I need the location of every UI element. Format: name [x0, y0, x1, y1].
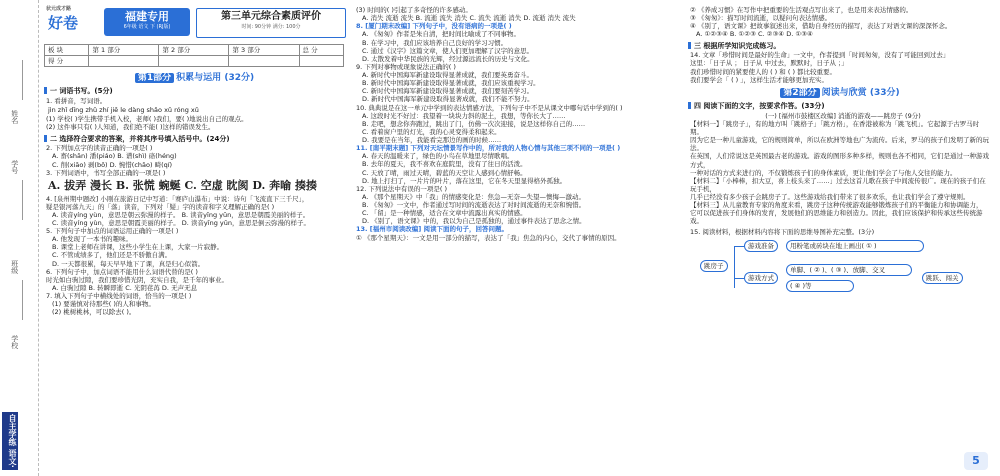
- score-header-cell: 第 3 部分: [229, 45, 299, 56]
- score-cell[interactable]: [299, 56, 344, 67]
- school-label: 学校: [10, 335, 19, 349]
- question-text: 我们珍惜时间的紧要使人的 ( ) 和 ( ) 都比较重要。: [690, 67, 837, 76]
- option-line: B. 去年的夏天，我不喜欢在庭院里，没有了往日的活泼。: [362, 160, 527, 169]
- option-line: C. 「留」是一种情感，适合在文章中流露出真实的情感。: [362, 209, 527, 218]
- question-text: 7. 填入下列句子中横线处的词语，恰当的一项是( ): [46, 292, 192, 300]
- column-middle: [350, 6, 680, 242]
- question-text: 疑是银河落九天」的「落」读音，下列对「疑」字的读音和字义理解正确的是( ): [46, 202, 275, 211]
- question-text: 这里：「日子从 ； 日子从 中过去，默默时，日子从 ；」: [690, 59, 848, 68]
- question-text: (1) 学校( )学生携带手机入校，老师( )我们，要( )地说出自己的观点。: [46, 115, 248, 124]
- option-line: A. 春天的温暖来了，绿色的小鸟在草地里尽情歌唱。: [362, 152, 514, 161]
- reading-paragraph: 在英国，人们常说这是英国最古老的游戏。游戏的图形多种多样，规则也各不相同，它们是通过一种游戏方式，: [690, 152, 989, 169]
- option-line: C. 不管成绩多了，他们还是不骄傲自满。: [52, 251, 172, 260]
- question-text: ④ 《别了，语文课》把故事叙述出来，借助自身经历的描写，表达了对语文课的深深怀念。: [690, 22, 952, 31]
- question-text: 我们要学会「 ( ) 」，这样生活才能够更加充实。: [690, 75, 829, 84]
- option-line: D. 《别了，语文课》中的，我以为自己是孤独的，通过事件表达了思念之情。: [362, 217, 586, 226]
- question-text: (2) 这件事只有( )人知道，我们绝不能( )这样的错误发生。: [46, 123, 215, 132]
- question-text: ① 《那个星期天》：一文是用一部分的描写，表达了「我」焦急的内心，交代了事情的原因。: [356, 233, 621, 242]
- heading-marker: [688, 42, 691, 49]
- column-left: [40, 0, 345, 316]
- brand-logo: [46, 6, 96, 36]
- option-line: (2) 桃树桃林，可以除去( )。: [52, 308, 136, 317]
- reading-paragraph: 【材料二】「小棒棒，扣大豆，喜上枝头来了……」过去这首儿歌在孩子中间流传很广。现在的孩子们在玩手机，: [690, 176, 986, 193]
- reading-paragraph: 几乎已经没有多少孩子会跳房子了。这些游戏给我们带来了很多欢乐，也让我们学会了遵守规则。: [690, 193, 970, 201]
- question-text: 1. 看拼音，写词语。: [46, 97, 107, 105]
- mindmap-branch-method: 游戏方式: [744, 272, 778, 284]
- option-line: (1) 要谨慎对待那些( )的人和事物。: [52, 300, 155, 309]
- series-brand: 自主学练 语文·: [2, 412, 18, 470]
- option-line: B. 在学习中，我们应该培养自己良好的学习习惯。: [362, 38, 508, 47]
- heading-marker: [688, 102, 691, 109]
- score-table: [44, 44, 344, 67]
- question-text: (3) 时间的( )引起了多奇怪的许多感动。: [356, 6, 472, 14]
- part1-title: 积累与运用: [176, 73, 222, 83]
- reading-paragraph: 【材料三】从儿童教育专家的角度来看，跳房子这种传统游戏能够锻炼孩子们的平衡能力和协调能力，: [690, 201, 983, 210]
- part2-title: 阅读与欣赏: [821, 87, 867, 98]
- section-heading: [688, 102, 996, 111]
- pinyin-line: jìn zhǐ dīng zhǔ zhí jiē le dàng shǎo xǔ róng xǔ: [48, 106, 199, 115]
- option-line: A. 《那个星期天》中「我」的情感变化是：焦急—无奈—失望—懊悔—激动。: [362, 192, 585, 201]
- score-header-cell: 板 块: [45, 45, 89, 56]
- logo-text: 好卷: [48, 14, 79, 32]
- option-line: B. 《匆匆》一文中，作者通过写时间的流逝表达了对时间流逝的无奈和惋惜。: [362, 201, 586, 209]
- option-line: B. 课堂上老师在讲课，这些小学生在上课，大家一片寂静。: [52, 243, 224, 252]
- score-row-label: 得 分: [45, 56, 89, 67]
- exam-title-box: [196, 8, 346, 38]
- grade-label: 6年级 语文 下 (RJ版): [123, 23, 171, 30]
- part1-heading: [44, 73, 345, 84]
- question-text: 2. 下列加点字的读音正确的一项是( ): [46, 144, 153, 153]
- mindmap-method-end: 跳跃、闯关: [922, 272, 963, 284]
- option-line: B. 走吧，想念你奔跑过，跳出了门，仿佛一次次迎接，说是这样你自己的……: [362, 119, 586, 128]
- class-line: [22, 280, 23, 320]
- option-line: D. 太散发着中华民族的光辉，经过源远流长的历史与文化。: [362, 54, 534, 63]
- reading-subtitle: (一) [福州市鼓楼区改编] 消逝的游戏——跳房子 (9分): [765, 111, 921, 120]
- score-cell[interactable]: [89, 56, 159, 67]
- question-text: 11. [南平期末题] 下列对天坛情景写作中的，所对我的人物心情与其他三项不同的一项是( ): [356, 144, 621, 153]
- option-line: A. 畜(shān) 潘(piáo) B. 谱(shì) 硌(héng): [52, 152, 177, 161]
- option-line: D. 我要是在当年，我能看完那边的画的时候……: [362, 136, 502, 144]
- option-line: A. 白驹过隙 B. 转瞬即逝 C. 光阴荏苒 D. 无声无息: [52, 283, 198, 292]
- heading-marker: [44, 135, 47, 142]
- section4-title: 四 阅读下面的文字，按要求作答。(33分): [694, 102, 825, 110]
- binding-margin: [0, 0, 39, 476]
- option-line: A. 消失 流逝 流失 B. 流逝 流失 消失 C. 流失 流逝 消失 D. 流逝 消失 流失: [362, 14, 576, 23]
- reading-paragraph: 【材料一】「跳房子」，有的地方叫「跳格子」「跳方格」，在香港被称为「跳飞机」。它起源于古罗马时期。: [690, 119, 980, 136]
- mindmap-root: 跳房子: [700, 260, 728, 272]
- exam-meta: 时间: 90分钟 满分: 100分: [241, 23, 301, 30]
- heading-marker: [44, 87, 47, 94]
- mindmap-prep-text[interactable]: 用粉笔或砖块在地上画出( ① ): [786, 240, 924, 252]
- class-label: 班级: [10, 260, 19, 274]
- question-text: ② 《养成习惯》在写作中把重要的生活观点写出来了，也是用来表达情感的。: [690, 6, 913, 14]
- question-text: 10. 典典说是在这一单元中学到的表达情感方法，下列句子中不是从课文中哪句话中学到的( ): [356, 103, 623, 112]
- question-text: ③ 《匆匆》：描写时间流逝，以疑问句表达情感。: [690, 14, 832, 23]
- exam-title: 第三单元综合素质评价: [221, 11, 321, 22]
- option-line: A. 这段时光不好过：我望着一块块力斜的泥土，我想，等你长大了……: [362, 111, 566, 120]
- reading-paragraph: 因为它是一种儿童游戏，它的规则简单，所以在欧洲等地也广为流传。后来，罗马的孩子们发明了新的玩法。: [690, 136, 989, 153]
- region-tag-label: 福建专用: [125, 10, 169, 23]
- part1-badge: 第1部分: [135, 73, 174, 83]
- option-line: C. 新时代中国海军新建设取得显著成就，我们要刻苦学习。: [362, 87, 534, 96]
- exam-header: [40, 4, 345, 40]
- option-line: C. 读音yíng yùn，意思是朝霞美丽的样子。 D. 读音yīng yūn，意思是倒云弥漫的样子。: [52, 218, 310, 227]
- section-heading: [44, 87, 345, 96]
- option-line: A. 读音yíng yùn，意思是朝云弥漫的样子。 B. 读音yīng yūn，意思是朝霞美丽的样子。: [52, 210, 310, 219]
- score-header-cell: 第 1 部分: [89, 45, 159, 56]
- question-text: 12. 下列说法中有误的一项是( ): [356, 184, 448, 193]
- name-label: 姓名: [10, 110, 19, 124]
- section-heading: [688, 42, 996, 51]
- reading-paragraph: 一种对话的方式来进行的，不仅锻炼孩子们的身体素质，更让他们学会了与他人交往的能力。: [690, 168, 957, 177]
- question-text: 4. [泉州期中题改] 小刚在旅游日记中写道：「赛庐山瀑布」中说：诗句「飞流直下三千尺」，: [46, 194, 309, 203]
- section1-title: 一 词语书写。(5分): [50, 87, 113, 96]
- option-line: A. 新时代中国海军新建设取得显著成就，我们要英勇奋斗。: [362, 71, 533, 79]
- question-text: 3. 下列词语中，书写全部正确的一项是( ): [46, 168, 166, 177]
- question-text: 15. 阅读材料，根据材料内容将下面的思维导图补充完整。(3分): [690, 227, 875, 236]
- score-cell[interactable]: [159, 56, 229, 67]
- mindmap-connector: [734, 278, 744, 279]
- option-line: C. 削(xiāo) 剥(bō) D. 惋惜(chāo) 畸(qí): [52, 160, 173, 169]
- page-number: 5: [964, 452, 988, 470]
- mindmap-branch-prep: 游戏准备: [744, 240, 778, 252]
- mindmap-method-text[interactable]: 单脚、( ② )、( ③ )、放脚、交叉: [786, 264, 912, 276]
- part2-heading: [684, 88, 996, 99]
- question-text: 14. 文章「珍惜时间是最好的生命」一文中，作者提到「时间匆匆，没有了可能回到过去」: [690, 51, 950, 60]
- section-heading: [44, 135, 345, 144]
- part2-score: (33分): [869, 87, 900, 98]
- option-line: C. 通过《汉字》这篇文章，使人们更加理解了汉字的意思。: [362, 46, 534, 55]
- score-cell[interactable]: [229, 56, 299, 67]
- question-text: 9. 下列对事物或现象说法正确的( ): [356, 62, 456, 71]
- reading-paragraph: 它可以促进孩子们身体的发育，发展他们的思维能力和创造力。因此，我们应该保护和传承这些传统游戏。: [690, 209, 983, 226]
- option-line: D. 新时代中国海军新建设取得显著成就，我们不能不努力。: [362, 95, 534, 104]
- score-header-cell: 总 分: [299, 45, 344, 56]
- question-text: 时光如白驹过隙，我们要珍惜光阴，充实自我，是千年的事业。: [46, 275, 228, 284]
- name-line: [22, 60, 23, 100]
- handwritten-options: A. 拔弄 漫长 B. 张慌 蜿蜒 C. 空虚 眈阂 D. 奔喻 揍揍: [48, 178, 317, 192]
- region-tag: [104, 8, 190, 36]
- student-number-label: 学号: [10, 160, 19, 174]
- section2-title: 二 选择符合要求的答案，并将其序号填入括号中。(24分): [50, 134, 230, 143]
- question-text: 13. [福州市阅读改编] 阅读下面的句子，回答问题。: [356, 225, 508, 234]
- option-line: A. 他发现了一本书的趣味。: [52, 235, 132, 244]
- question-text: 8. [厦门期末改编] 下列句子中，没有语病的一项是( ): [356, 22, 512, 31]
- score-header-cell: 第 2 部分: [159, 45, 229, 56]
- question-text: 5. 下列句子中加点的词语运用正确的一项是( ): [46, 227, 179, 235]
- logo-caption: 状元成才路: [46, 6, 72, 12]
- option-line: A. 《匆匆》作者是朱自清，把时间比喻成了不同事物。: [362, 30, 520, 39]
- option-line: A. ①②③④ B. ①②③ C. ②③④ D. ①③④: [696, 30, 813, 39]
- option-line: D. 地上打扫了，一片片的叶片，落在这里，它在冬天里显得格外孤独。: [362, 176, 567, 185]
- column-right: [684, 6, 996, 294]
- number-line: [22, 180, 23, 220]
- mindmap-connector: [734, 246, 744, 247]
- option-line: D. 一天都很累，每天早早地下了课，真是归心似箭。: [52, 259, 205, 268]
- option-line: C. 天放了晴，雨过天晴，碧蓝的天空让人感到心情舒畅。: [362, 168, 527, 177]
- part2-badge: 第2部分: [780, 88, 819, 98]
- option-line: C. 看着窗户里的灯光，我的心灵变得柔和起来。: [362, 127, 501, 136]
- mind-map: [690, 238, 996, 294]
- option-line: B. 新时代中国海军新建设取得显著成就，我们应该重视学习。: [362, 79, 540, 88]
- mindmap-connector: [734, 246, 735, 288]
- part1-score: (32分): [224, 73, 255, 83]
- section3-title: 三 根据所学知识完成练习。: [694, 41, 781, 50]
- question-text: 6. 下列句子中，加点词语不能用什么词语代替的是( ): [46, 267, 198, 276]
- mindmap-method-text2[interactable]: ( ④ )等: [786, 280, 854, 292]
